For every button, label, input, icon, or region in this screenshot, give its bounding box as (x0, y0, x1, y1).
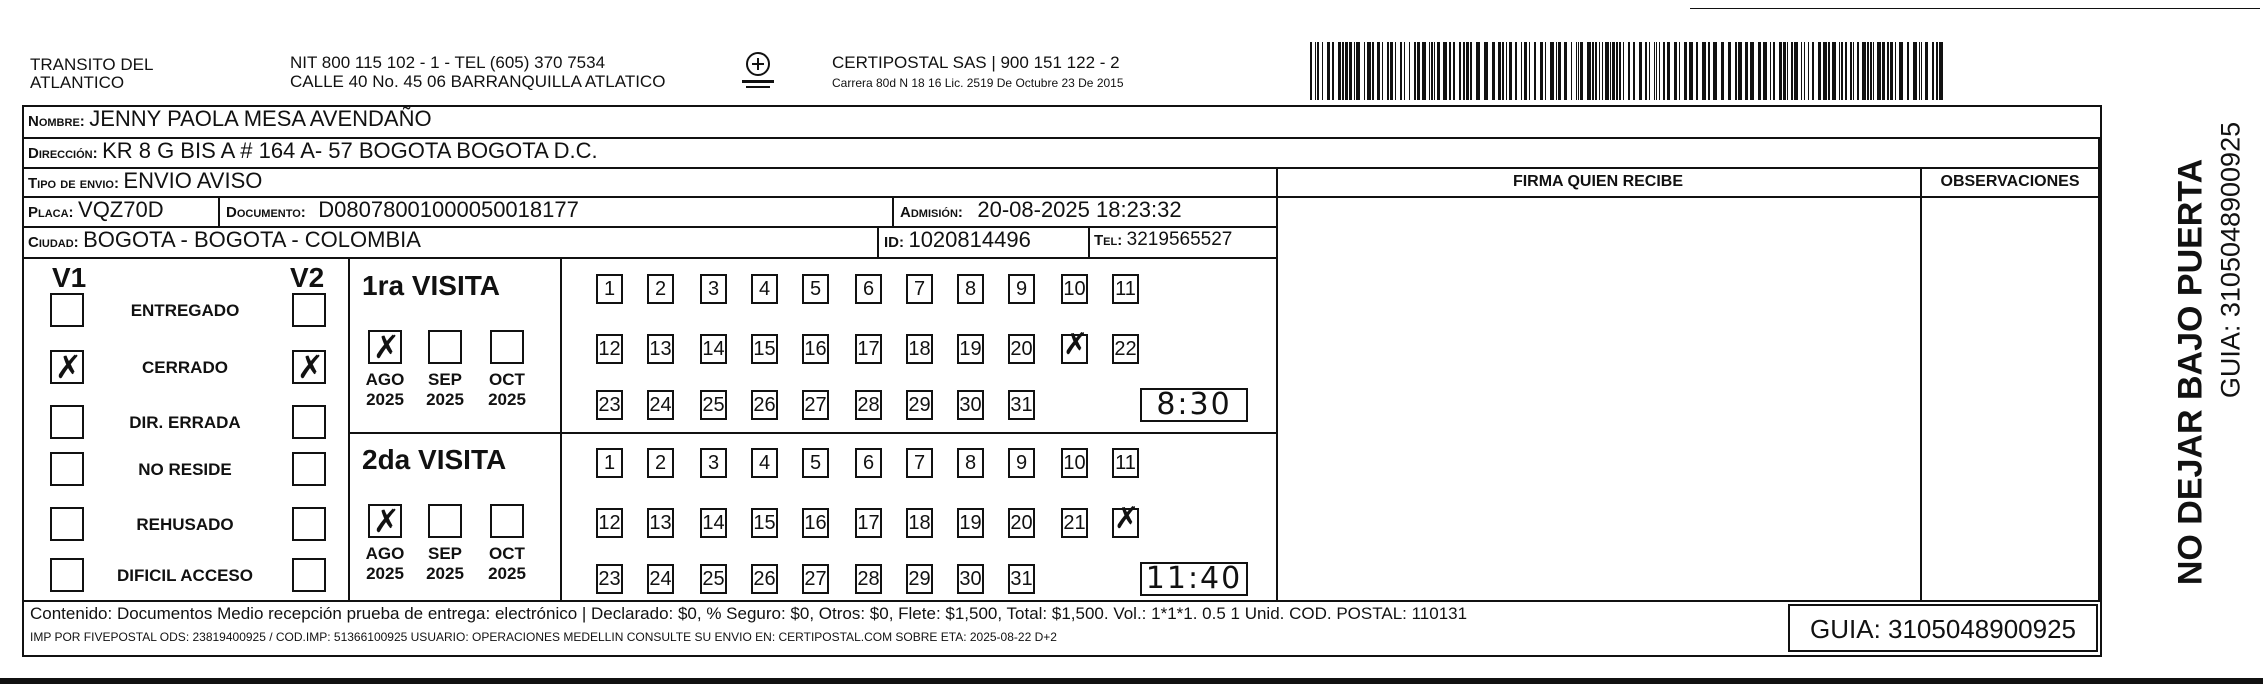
sender-address: CALLE 40 No. 45 06 BARRANQUILLA ATLATICO (290, 72, 666, 91)
day-box[interactable]: 14 (700, 508, 727, 538)
v2-checkbox[interactable] (292, 405, 326, 439)
month-name: OCT (489, 370, 525, 389)
plate-value: VQZ70D (78, 197, 164, 222)
day-box[interactable]: 10 (1061, 448, 1088, 478)
plate-field (28, 197, 164, 223)
day-box[interactable]: 26 (751, 564, 778, 594)
admission-field (900, 197, 1182, 223)
day-box[interactable]: 30 (957, 390, 984, 420)
status-option-label: NO RESIDE (138, 460, 232, 479)
day-box[interactable]: 11 (1112, 274, 1139, 304)
month-name: SEP (427, 370, 463, 389)
day-box[interactable]: 23 (596, 564, 623, 594)
v2-checkbox[interactable] (292, 293, 326, 327)
v2-checkbox[interactable] (292, 558, 326, 592)
day-box[interactable]: 25 (700, 390, 727, 420)
observations-area[interactable] (1922, 198, 2096, 598)
document-value: D08078001000050018177 (318, 197, 579, 222)
day-box[interactable]: 22 (1112, 334, 1139, 364)
id-field (884, 227, 1031, 253)
name-row (28, 106, 432, 132)
day-box[interactable]: 25 (700, 564, 727, 594)
id-value: 1020814496 (908, 227, 1031, 252)
admission-label: Admisión: (900, 204, 963, 221)
month-year: 2025 (488, 390, 526, 409)
day-box[interactable]: 13 (647, 334, 674, 364)
month-checkbox[interactable] (428, 330, 462, 364)
day-box[interactable]: 7 (906, 274, 933, 304)
status-option-label: CERRADO (142, 358, 228, 377)
tel-label: Tel: (1094, 232, 1123, 249)
sender-name-2: ATLANTICO (30, 73, 125, 92)
tel-field (1094, 229, 1232, 251)
day-box[interactable]: 26 (751, 390, 778, 420)
name-label: Nombre: (28, 113, 85, 130)
month-year: 2025 (488, 564, 526, 583)
day-box[interactable]: 14 (700, 334, 727, 364)
day-box[interactable]: 28 (855, 390, 882, 420)
day-box[interactable]: 29 (906, 564, 933, 594)
shipment-type: ENVIO AVISO (123, 168, 263, 193)
tel-value: 3219565527 (1126, 229, 1233, 250)
visit-time[interactable]: 8:30 (1140, 388, 1248, 422)
day-box[interactable]: 31 (1008, 390, 1035, 420)
day-box[interactable]: 5 (802, 448, 829, 478)
document-label: Documento: (226, 204, 306, 221)
day-box[interactable]: 23 (596, 390, 623, 420)
day-box[interactable]: 16 (802, 334, 829, 364)
day-box[interactable]: 8 (957, 448, 984, 478)
day-box[interactable]: 30 (957, 564, 984, 594)
day-box[interactable]: 8 (957, 274, 984, 304)
month-checkbox[interactable] (428, 504, 462, 538)
day-box[interactable]: 17 (855, 334, 882, 364)
admission-value: 20-08-2025 18:23:32 (977, 197, 1182, 222)
day-box[interactable]: 29 (906, 390, 933, 420)
city-label: Ciudad: (28, 234, 79, 251)
day-box[interactable]: 7 (906, 448, 933, 478)
sender-nit: NIT 800 115 102 - 1 - TEL (605) 370 7534 (290, 53, 606, 72)
plate-label: Placa: (28, 204, 74, 221)
day-box[interactable]: 3 (700, 448, 727, 478)
status-option-label: REHUSADO (136, 515, 234, 534)
day-box[interactable]: 10 (1061, 274, 1088, 304)
v1-checkbox[interactable] (50, 350, 84, 384)
month-checkbox[interactable] (490, 330, 524, 364)
month-checkbox[interactable] (490, 504, 524, 538)
v1-checkbox[interactable] (50, 507, 84, 541)
day-box[interactable]: 21 (1061, 508, 1088, 538)
observations-header: OBSERVACIONES (1940, 173, 2080, 190)
month-checkbox[interactable] (368, 504, 402, 538)
month-year: 2025 (426, 564, 464, 583)
day-box[interactable]: 11 (1112, 448, 1139, 478)
day-box[interactable]: 12 (596, 334, 623, 364)
v1-checkbox[interactable] (50, 452, 84, 486)
v1-checkbox[interactable] (50, 405, 84, 439)
city-value: BOGOTA - BOGOTA - COLOMBIA (83, 227, 421, 252)
day-box[interactable]: 1 (596, 448, 623, 478)
carrier-name: CERTIPOSTAL SAS | 900 151 122 - 2 (832, 53, 1120, 72)
v1-checkbox[interactable] (50, 293, 84, 327)
day-box[interactable]: 5 (802, 274, 829, 304)
side-warning: NO DEJAR BAJO PUERTA (2171, 158, 2210, 586)
day-box[interactable]: 1 (596, 274, 623, 304)
month-name: AGO (365, 544, 405, 563)
day-box[interactable] (1061, 334, 1088, 364)
type-label: Tipo de envio: (28, 175, 119, 192)
day-box[interactable]: 15 (751, 508, 778, 538)
day-box[interactable]: 17 (855, 508, 882, 538)
month-label (420, 370, 470, 410)
v2-label: V2 (290, 262, 325, 293)
month-label (420, 544, 470, 584)
visit-title: 1ra VISITA (362, 270, 500, 301)
month-checkbox[interactable] (368, 330, 402, 364)
month-name: OCT (489, 544, 525, 563)
day-box[interactable]: 6 (855, 448, 882, 478)
status-option-label: DIFICIL ACCESO (116, 566, 253, 585)
v1-label: V1 (52, 262, 87, 293)
recipient-name: JENNY PAOLA MESA AVENDAÑO (89, 106, 432, 131)
day-box[interactable]: 4 (751, 448, 778, 478)
day-box[interactable]: 18 (906, 334, 933, 364)
day-box[interactable]: 9 (1008, 448, 1035, 478)
visit-time[interactable]: 11:40 (1140, 562, 1248, 596)
day-box[interactable]: 6 (855, 274, 882, 304)
v1-checkbox[interactable] (50, 558, 84, 592)
day-box[interactable]: 19 (957, 508, 984, 538)
month-label (482, 544, 532, 584)
month-year: 2025 (366, 564, 404, 583)
day-box[interactable]: 19 (957, 334, 984, 364)
v2-checkbox[interactable] (292, 507, 326, 541)
visit-title: 2da VISITA (362, 444, 507, 475)
certipostal-logo (738, 50, 778, 94)
day-box[interactable]: 2 (647, 274, 674, 304)
v2-checkbox[interactable] (292, 452, 326, 486)
address-label: Dirección: (28, 145, 98, 162)
day-box[interactable]: 24 (647, 390, 674, 420)
status-option-label: ENTREGADO (130, 301, 240, 320)
footer-print-info: IMP POR FIVEPOSTAL ODS: 23819400925 / COD.IMP: 51366100925 USUARIO: OPERACIONES MEDELLIN CONSULTE SU ENVIO EN: CERTIPOSTAL.COM SOBRE ETA: 2025-08-22 D+2 (30, 630, 1057, 644)
day-box[interactable]: 28 (855, 564, 882, 594)
day-box[interactable]: 20 (1008, 508, 1035, 538)
bottom-edge (0, 678, 2263, 684)
footer-guia: GUIA: 3105048900925 (1810, 614, 2076, 644)
type-row (28, 168, 262, 194)
day-box[interactable]: 2 (647, 448, 674, 478)
day-box[interactable]: 12 (596, 508, 623, 538)
side-guia: GUIA: 3105048900925 (2215, 121, 2246, 399)
day-box[interactable]: 16 (802, 508, 829, 538)
id-label: ID: (884, 234, 904, 251)
v2-checkbox[interactable] (292, 350, 326, 384)
month-name: SEP (427, 544, 463, 563)
recipient-address: KR 8 G BIS A # 164 A- 57 BOGOTA BOGOTA D.C. (102, 138, 598, 163)
day-box[interactable]: 31 (1008, 564, 1035, 594)
day-box[interactable]: 4 (751, 274, 778, 304)
day-box[interactable]: 9 (1008, 274, 1035, 304)
month-year: 2025 (366, 390, 404, 409)
sender-name-1: TRANSITO DEL (30, 55, 154, 74)
month-name: AGO (365, 370, 405, 389)
month-year: 2025 (426, 390, 464, 409)
month-label (360, 544, 410, 584)
signature-header: FIRMA QUIEN RECIBE (1512, 173, 1684, 190)
signature-area[interactable] (1278, 198, 1918, 598)
month-label (482, 370, 532, 410)
city-field (28, 227, 421, 253)
address-row (28, 138, 598, 164)
month-label (360, 370, 410, 410)
barcode (1310, 42, 1946, 100)
footer-contents: Contenido: Documentos Medio recepción prueba de entrega: electrónico | Declarado: $0, % Seguro: $0, Otros: $0, Flete: $1,500, Total: $1,500. Vol.: 1*1*1. 0.5 1 Unid. COD. POSTAL: 110131 (30, 604, 1468, 623)
day-box[interactable]: 20 (1008, 334, 1035, 364)
day-box[interactable] (1112, 508, 1139, 538)
day-box[interactable]: 27 (802, 564, 829, 594)
day-box[interactable]: 18 (906, 508, 933, 538)
top-edge-line (1690, 8, 2260, 9)
day-box[interactable]: 3 (700, 274, 727, 304)
day-box[interactable]: 13 (647, 508, 674, 538)
document-field (226, 197, 579, 223)
day-box[interactable]: 27 (802, 390, 829, 420)
day-box[interactable]: 24 (647, 564, 674, 594)
status-option-label: DIR. ERRADA (129, 413, 241, 432)
day-box[interactable]: 15 (751, 334, 778, 364)
carrier-address: Carrera 80d N 18 16 Lic. 2519 De Octubre 23 De 2015 (832, 76, 1124, 90)
